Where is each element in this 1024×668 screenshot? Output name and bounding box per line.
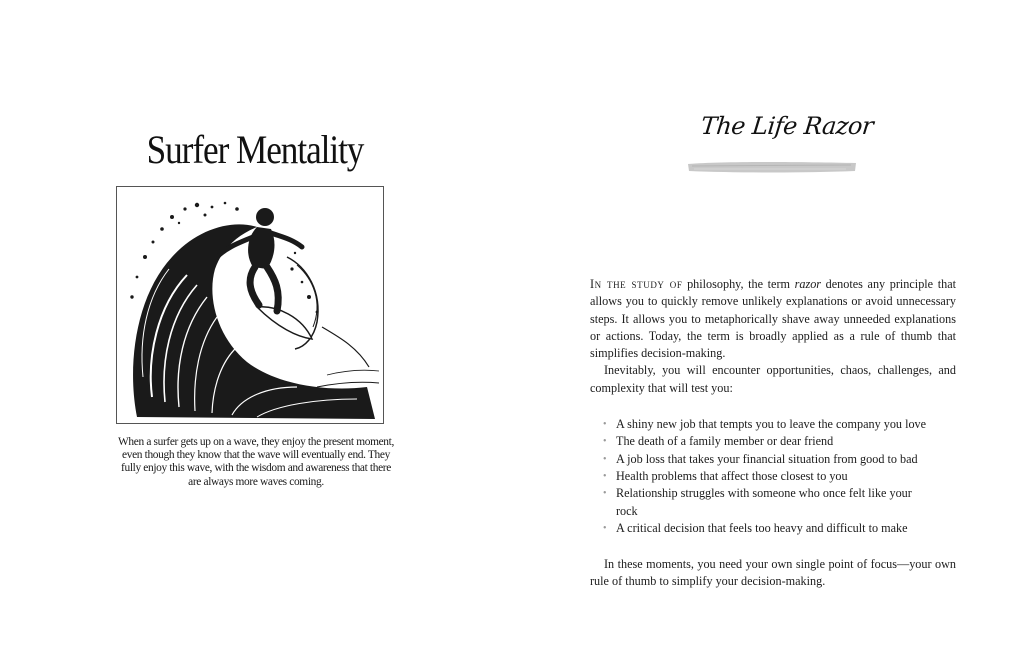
list-item-text: A shiny new job that tempts you to leave the company you love	[616, 417, 927, 432]
list-item-text: A job loss that takes your financial situation from good to bad	[616, 451, 918, 466]
closing-paragraph: In these moments, you need your own single point of focus—your own rule of thumb to simplify your decision-making.	[590, 557, 956, 589]
list-item	[603, 485, 934, 520]
razor-term: razor	[794, 277, 822, 291]
list-item	[603, 468, 934, 485]
list-item	[603, 451, 934, 468]
bullet-icon: •	[603, 488, 607, 500]
brush-stroke-divider	[686, 160, 858, 174]
lead-in-smallcaps: In the study of	[590, 277, 683, 291]
bullet-icon: •	[603, 453, 607, 465]
list-item-text: The death of a family member or dear friend	[616, 434, 834, 449]
body-text	[590, 276, 956, 591]
list-item-text: Relationship struggles with someone who once felt like your rock	[616, 486, 912, 518]
page-title: Surfer Mentality	[146, 127, 364, 172]
bullet-list	[590, 416, 956, 537]
list-item	[603, 416, 934, 433]
bullet-icon: •	[603, 522, 607, 534]
list-item-text: Health problems that affect those closest to you	[616, 468, 848, 483]
illustration-caption: When a surfer gets up on a wave, they enjoy the present moment, even though they know that the wave will eventually end. They fully enjoy this wave, with the wisdom and awareness that there are always more waves coming.	[118, 436, 394, 488]
list-item	[603, 433, 934, 450]
bullet-icon: •	[603, 436, 607, 448]
chapter-script-title: The Life Razor	[699, 112, 875, 140]
right-page	[512, 0, 1024, 668]
surfer-illustration	[116, 186, 384, 424]
intro-paragraph	[590, 276, 956, 362]
bullet-icon: •	[603, 470, 607, 482]
bullet-icon: •	[603, 419, 607, 431]
surfer-on-wave-image	[117, 187, 383, 423]
list-item-text: A critical decision that feels too heavy and difficult to make	[616, 520, 908, 535]
list-item	[603, 520, 934, 537]
intro-text-part2: denotes any principle that allows you to quickly remove unlikely explanations or avoid unnecessary steps. It allows you to metaphorically shave away unneeded explanations or actions. Today, the term is broadly applied as a rule of thumb that simplifies decision-making.	[590, 277, 956, 361]
second-paragraph: Inevitably, you will encounter opportunities, chaos, challenges, and complexity that will test you:	[590, 363, 956, 395]
intro-text-part1: philosophy, the term	[682, 277, 795, 291]
